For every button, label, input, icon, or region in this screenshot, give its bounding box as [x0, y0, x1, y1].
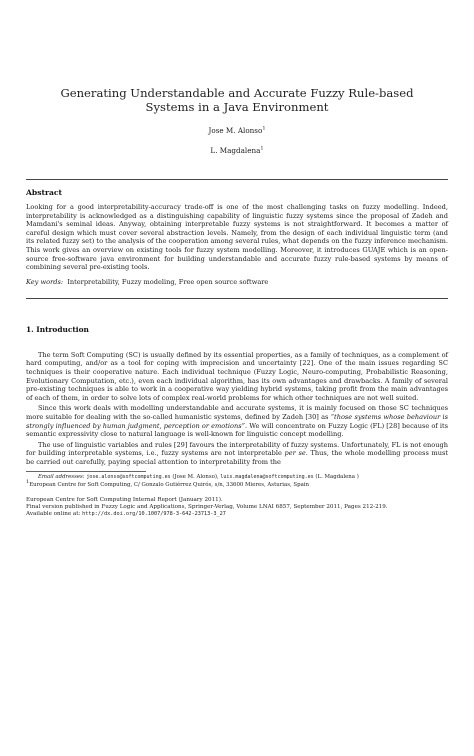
abstract-heading: Abstract — [26, 188, 63, 197]
footnote-affiliation — [26, 478, 448, 489]
abstract-text: Looking for a good interpretability-accuracy trade-off is one of the most challenging tasks on fuzzy modelling. Indeed, interpretability is acknowledged as a distinguishing capability of linguistic fuzzy systems since the proposal of Zadeh and Mamdani's seminal ideas. Anyway, obtaining interpretable fuzzy systems is not straightforward. It becomes a matter of careful design which must cover several abstraction levels. Namely, from the design of each individual linguistic term (and its related fuzzy set) to the analysis of the cooperation among several rules, what depends on the fuzzy inference mechanism. This work gives an overview on existing tools for fuzzy system modelling. Moreover, it introduces GUAJE which is an open-source free-software java environment for building understandable and accurate fuzzy rule-based systems by means of combining several pre-existing tools. — [26, 203, 448, 272]
report-info — [26, 497, 448, 519]
email-label: Email addresses: — [38, 474, 85, 481]
affiliation-mark: 1 — [262, 125, 266, 132]
footnote-emails — [26, 474, 448, 481]
paragraph-text: The use of linguistic variables and rules [29] favours the interpretability of fuzzy systems. Unfortunately, FL is not enough for building interpretable systems, i.e., fuzzy systems are not interpretable — [26, 440, 448, 458]
doi-link[interactable]: http://dx.doi.org/10.1007/978-3-642-23713-3_27 — [82, 511, 226, 518]
email-owner: (Jose M. Alonso), — [172, 474, 219, 481]
footnotes — [26, 474, 448, 488]
footnote-rule — [26, 471, 146, 472]
intro-paragraph-2 — [26, 404, 448, 438]
abstract-bottom-rule — [26, 298, 448, 299]
paper-page — [0, 86, 474, 756]
keywords — [26, 278, 448, 286]
paragraph-text: Since this work deals with modelling understandable and accurate systems, it is mainly focused on those SC techniques more suitable for dealing with the so-called humanistic systems, defined by Zadeh [30] as — [26, 404, 448, 421]
per-se-emphasis: per se — [284, 449, 306, 458]
report-line-3 — [26, 511, 448, 518]
email-owner: (L. Magdalena ) — [315, 474, 359, 481]
author-name: L. Magdalena — [210, 146, 261, 155]
available-online-label: Available online at: — [26, 511, 81, 518]
affiliation-mark: 1 — [260, 145, 264, 152]
intro-paragraph-3 — [26, 441, 448, 467]
paper-title: Generating Understandable and Accurate Fuzzy Rule-based Systems in a Java Environment — [60, 86, 414, 114]
abstract-top-rule — [26, 179, 448, 180]
affiliation-mark: 1 — [26, 478, 30, 485]
affiliation-text: European Centre for Soft Computing, C/ Gonzalo Gutiérrez Quirós, s/n, 33600 Mieres, Asturias, Spain — [29, 481, 309, 488]
report-line-2: Final version published in Fuzzy Logic and Applications, Springer-Verlag, Volume LNAI 6857, September 2011, Pages 212-219. — [26, 504, 388, 511]
keywords-list: Interpretability, Fuzzy modeling, Free open source software — [67, 277, 269, 286]
intro-paragraph-1: The term Soft Computing (SC) is usually defined by its essential properties, as a family of techniques, as a complement of hard computing, and/or as a tool for coping with imprecision and uncertainty [22]. One of the main issues regarding SC techniques is their cooperative nature. Each individual technique (Fuzzy Logic, Neuro-computing, Probabilistic Reasoning, Evolutionary Computation, etc.), even each individual algorithm, has its own advantages and drawbacks. A family of several pre-existing techniques is able to work in a cooperative way yielding hybrid systems, taking profit from the main advantages of each of them, in order to solve lots of complex real-world problems for which other techniques are not well suited. — [26, 350, 448, 402]
paragraph-text: . Thus, the whole modelling process must be carried out carefully, paying special attention to interpretability from the — [26, 449, 448, 466]
paragraph-text: We will concentrate on Fuzzy Logic (FL) [28] because of its semantic expressivity close to natural language is well-known for linguistic concept modelling. — [26, 421, 448, 439]
zadeh-quote: “those systems whose behaviour is strongly influenced by human judgment, perception or emotions”. — [26, 412, 448, 430]
email-link-magdalena[interactable]: luis.magdalena@softcomputing.es — [220, 474, 314, 481]
author-2 — [26, 146, 448, 155]
keywords-label: Key words: — [26, 277, 64, 286]
section-heading-introduction: 1. Introduction — [26, 324, 89, 334]
report-line-1: European Centre for Soft Computing Internal Report (January 2011). — [26, 496, 223, 503]
author-name: Jose M. Alonso — [208, 126, 263, 135]
email-link-alonso[interactable]: jose.alonso@softcomputing.es — [86, 474, 171, 481]
author-1 — [26, 126, 448, 135]
